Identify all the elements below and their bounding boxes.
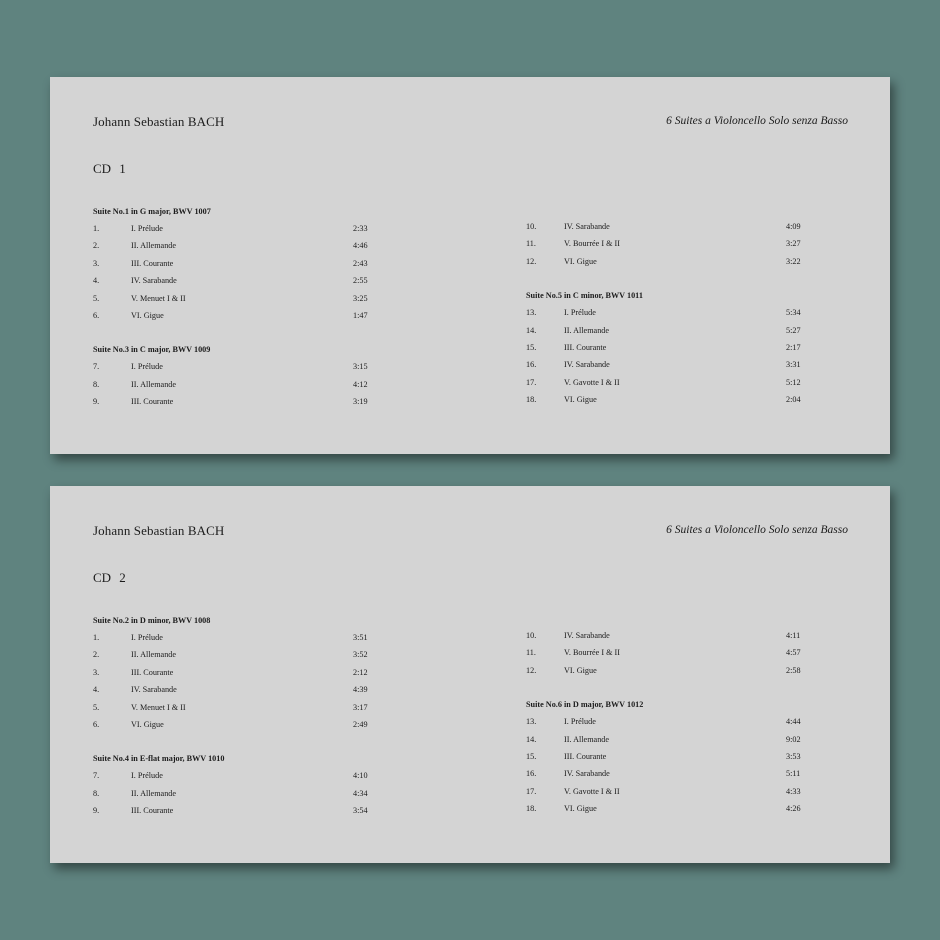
- track-duration: 3:31: [786, 360, 801, 370]
- track-row: [526, 731, 806, 748]
- track-name: III. Courante: [131, 258, 174, 268]
- track-duration: 2:58: [786, 665, 801, 675]
- track-duration: 2:04: [786, 395, 801, 405]
- track-name: III. Courante: [131, 397, 174, 407]
- track-number: 1.: [93, 224, 100, 233]
- track-name: V. Menuet I & II: [131, 702, 186, 712]
- track-name: V. Gavotte I & II: [564, 377, 620, 387]
- cd-1-card: [50, 77, 890, 454]
- work-title: 6 Suites a Violoncello Solo senza Basso: [666, 524, 848, 536]
- track-duration: 5:34: [786, 308, 801, 318]
- track-row: [526, 322, 806, 339]
- track-duration: 5:11: [786, 769, 801, 779]
- track-duration: 3:27: [786, 239, 801, 249]
- suite-spacer: [93, 324, 373, 341]
- track-row: [93, 664, 373, 681]
- track-name: V. Menuet I & II: [131, 293, 186, 303]
- track-name: V. Bourrée I & II: [564, 239, 621, 249]
- track-name: V. Gavotte I & II: [564, 786, 620, 796]
- track-name: V. Bourrée I & II: [564, 648, 621, 658]
- track-duration: 2:12: [353, 667, 368, 677]
- track-name: III. Courante: [564, 342, 607, 352]
- track-name: VI. Gigue: [564, 804, 597, 814]
- disc-label: CD 1: [93, 161, 126, 176]
- track-number: 5.: [93, 293, 100, 303]
- track-name: VI. Gigue: [564, 665, 597, 675]
- track-duration: 2:49: [353, 719, 368, 729]
- tracklist-left: [93, 612, 373, 820]
- track-duration: 4:12: [353, 379, 368, 389]
- track-duration: 2:43: [353, 258, 368, 268]
- track-name: IV. Sarabande: [564, 360, 610, 370]
- track-name: VI. Gigue: [564, 395, 597, 405]
- track-number: 6.: [93, 719, 100, 729]
- track-row: [526, 662, 806, 679]
- track-duration: 4:57: [786, 648, 801, 658]
- track-number: 18.: [526, 395, 537, 405]
- track-row: [526, 748, 806, 765]
- track-name: III. Courante: [131, 667, 174, 677]
- track-row: [526, 765, 806, 782]
- track-number: 3.: [93, 667, 100, 677]
- track-row: [526, 304, 806, 321]
- track-duration: 4:44: [786, 717, 801, 727]
- track-duration: 4:39: [353, 685, 368, 695]
- suite-title: Suite No.1 in G major, BWV 1007: [93, 207, 211, 216]
- track-row: [93, 699, 373, 716]
- track-number: 1.: [93, 633, 100, 642]
- suite-title: Suite No.2 in D minor, BWV 1008: [93, 616, 211, 625]
- track-name: IV. Sarabande: [564, 769, 610, 779]
- track-number: 7.: [93, 362, 100, 372]
- track-number: 13.: [526, 308, 537, 318]
- track-number: 14.: [526, 325, 537, 335]
- track-number: 5.: [93, 702, 100, 712]
- track-duration: 4:10: [353, 771, 368, 781]
- track-number: 16.: [526, 360, 537, 370]
- track-name: I. Prélude: [131, 633, 163, 642]
- track-row: [93, 681, 373, 698]
- track-row: [93, 237, 373, 254]
- track-number: 17.: [526, 786, 537, 796]
- track-duration: 3:52: [353, 650, 368, 660]
- track-number: 11.: [526, 239, 536, 249]
- track-number: 15.: [526, 342, 537, 352]
- track-number: 4.: [93, 276, 100, 286]
- track-duration: 2:17: [786, 342, 801, 352]
- track-duration: 4:33: [786, 786, 801, 796]
- track-row: [93, 629, 373, 646]
- track-duration: 4:26: [786, 804, 801, 814]
- track-duration: 3:54: [353, 806, 368, 816]
- track-duration: 3:25: [353, 293, 368, 303]
- work-title: 6 Suites a Violoncello Solo senza Basso: [666, 115, 848, 127]
- track-duration: 3:22: [786, 256, 801, 266]
- track-name: III. Courante: [131, 806, 174, 816]
- track-duration: 4:09: [786, 222, 801, 231]
- track-name: I. Prélude: [564, 308, 596, 318]
- track-name: IV. Sarabande: [564, 631, 610, 640]
- track-number: 3.: [93, 258, 100, 268]
- track-row: [526, 235, 806, 252]
- track-name: II. Allemande: [131, 379, 177, 389]
- track-number: 18.: [526, 804, 537, 814]
- track-number: 10.: [526, 631, 537, 640]
- track-number: 6.: [93, 310, 100, 320]
- track-row: [526, 218, 806, 235]
- track-row: [526, 339, 806, 356]
- track-name: IV. Sarabande: [131, 276, 177, 286]
- track-duration: 3:15: [353, 362, 368, 372]
- track-duration: 4:34: [353, 788, 368, 798]
- track-duration: 3:17: [353, 702, 368, 712]
- suite-spacer: [93, 733, 373, 750]
- track-name: I. Prélude: [131, 362, 163, 372]
- track-name: IV. Sarabande: [564, 222, 610, 231]
- track-row: [93, 716, 373, 733]
- track-name: I. Prélude: [131, 771, 163, 781]
- track-duration: 3:53: [786, 751, 801, 761]
- track-row: [93, 393, 373, 410]
- track-name: VI. Gigue: [131, 719, 164, 729]
- track-name: II. Allemande: [131, 650, 177, 660]
- track-row: [93, 272, 373, 289]
- track-row: [93, 220, 373, 237]
- suite-title: Suite No.5 in C minor, BWV 1011: [526, 291, 643, 301]
- track-number: 4.: [93, 685, 100, 695]
- track-number: 17.: [526, 377, 537, 387]
- suite-title: Suite No.3 in C major, BWV 1009: [93, 345, 211, 355]
- track-name: VI. Gigue: [131, 310, 164, 320]
- track-row: [93, 646, 373, 663]
- track-duration: 5:12: [786, 377, 801, 387]
- track-row: [526, 253, 806, 270]
- track-row: [93, 290, 373, 307]
- composer-name: Johann Sebastian BACH: [93, 523, 225, 538]
- track-number: 15.: [526, 751, 537, 761]
- track-duration: 3:51: [353, 633, 368, 642]
- track-number: 16.: [526, 769, 537, 779]
- track-row: [526, 783, 806, 800]
- tracklist-right: [526, 218, 806, 409]
- suite-spacer: [526, 679, 806, 696]
- cd-2-card: [50, 486, 890, 863]
- track-duration: 2:33: [353, 224, 368, 233]
- track-number: 10.: [526, 222, 537, 231]
- track-row: [526, 391, 806, 408]
- track-name: III. Courante: [564, 751, 607, 761]
- track-number: 14.: [526, 734, 537, 744]
- track-name: VI. Gigue: [564, 256, 597, 266]
- track-duration: 5:27: [786, 325, 801, 335]
- track-number: 8.: [93, 788, 100, 798]
- track-duration: 4:11: [786, 631, 801, 640]
- track-name: I. Prélude: [131, 224, 163, 233]
- suite-spacer: [526, 270, 806, 287]
- track-number: 12.: [526, 256, 537, 266]
- track-row: [93, 767, 373, 784]
- track-row: [526, 644, 806, 661]
- track-row: [526, 713, 806, 730]
- track-row: [526, 800, 806, 817]
- track-duration: 1:47: [353, 310, 368, 320]
- track-row: [93, 255, 373, 272]
- track-row: [526, 374, 806, 391]
- track-name: II. Allemande: [564, 734, 610, 744]
- track-number: 9.: [93, 397, 100, 407]
- track-name: II. Allemande: [564, 325, 610, 335]
- composer-name: Johann Sebastian BACH: [93, 114, 225, 129]
- track-row: [526, 627, 806, 644]
- track-number: 2.: [93, 650, 100, 660]
- track-name: II. Allemande: [131, 788, 177, 798]
- track-row: [93, 785, 373, 802]
- track-row: [93, 307, 373, 324]
- track-name: II. Allemande: [131, 241, 177, 251]
- track-duration: 2:55: [353, 276, 368, 286]
- track-row: [93, 802, 373, 819]
- track-number: 12.: [526, 665, 537, 675]
- track-name: IV. Sarabande: [131, 685, 177, 695]
- suite-title: Suite No.4 in E-flat major, BWV 1010: [93, 754, 225, 764]
- track-duration: 4:46: [353, 241, 368, 251]
- track-number: 7.: [93, 771, 100, 781]
- track-row: [93, 376, 373, 393]
- track-number: 9.: [93, 806, 100, 816]
- track-number: 8.: [93, 379, 100, 389]
- track-number: 2.: [93, 241, 100, 251]
- track-row: [526, 356, 806, 373]
- track-row: [93, 358, 373, 375]
- suite-title: Suite No.6 in D major, BWV 1012: [526, 700, 644, 710]
- tracklist-left: [93, 203, 373, 411]
- track-duration: 3:19: [353, 397, 368, 407]
- track-name: I. Prélude: [564, 717, 596, 727]
- tracklist-right: [526, 627, 806, 818]
- track-number: 13.: [526, 717, 537, 727]
- track-duration: 9:02: [786, 734, 801, 744]
- disc-label: CD 2: [93, 570, 126, 585]
- track-number: 11.: [526, 648, 536, 658]
